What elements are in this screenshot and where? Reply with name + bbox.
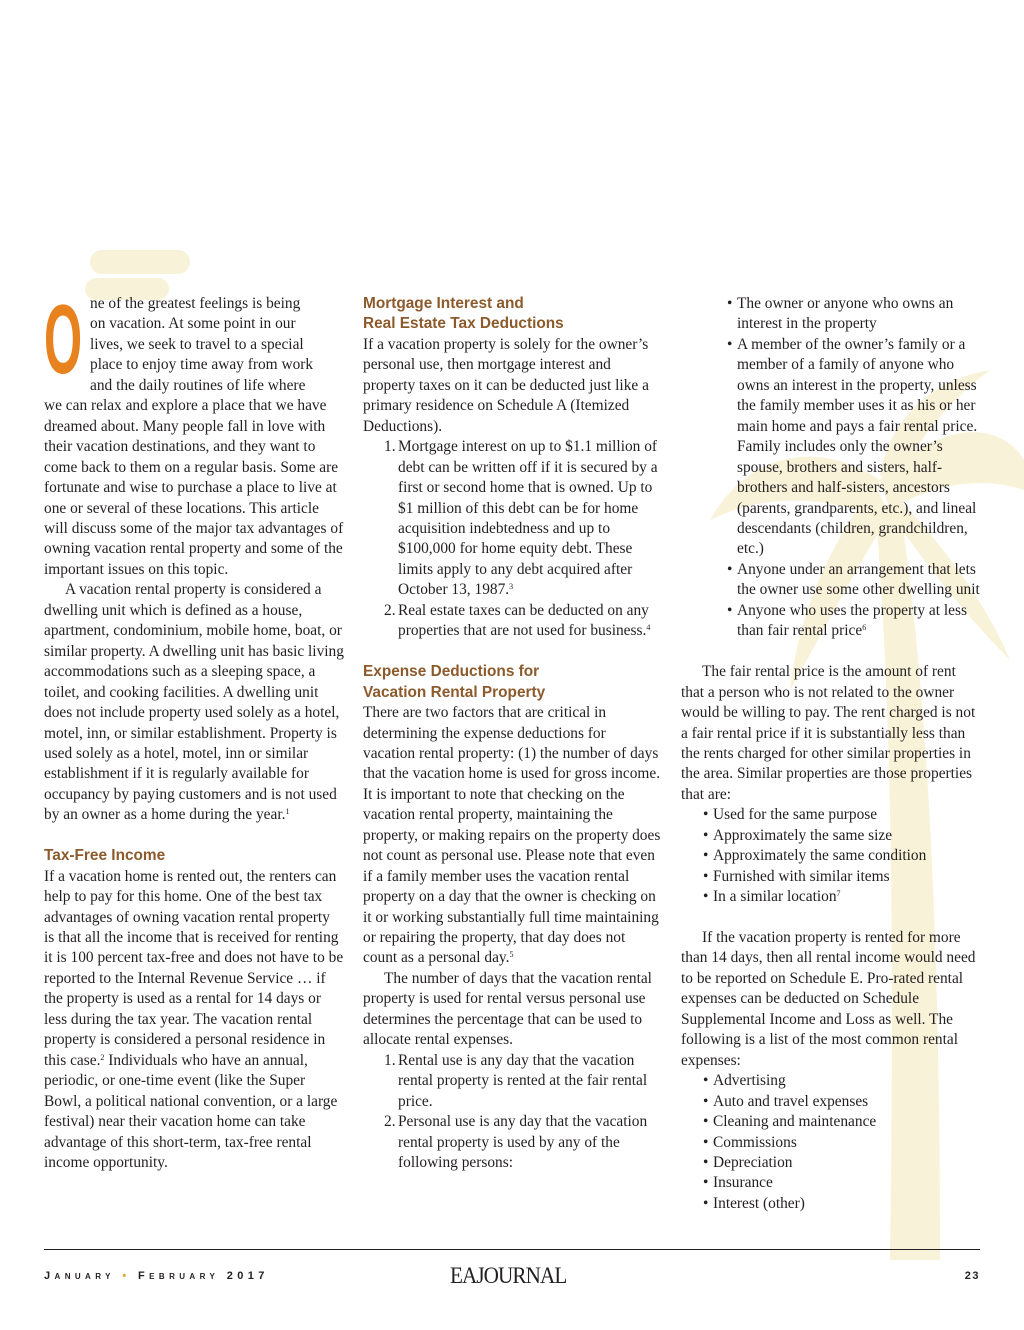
intro-line: and the daily routines of life where: [90, 376, 306, 394]
expense-text: There are two factors that are critical in determining the expense deductions for vacation rental property: (1) the number of days that the vacation home is used for gross income. It is important to note that checking on the vacation rental property, maintaining the property, or making repairs on the property does not count as personal use. Please note that even if a family member uses the vacation rental property on a day that the owner is checking on it or working substantially full time maintaining or repairing the property, that day does not count as a personal day.: [363, 704, 661, 967]
article-column-3: [681, 294, 981, 1214]
list-item: [363, 437, 661, 601]
footnote-ref: 7: [836, 889, 841, 899]
tax-free-text-cont: Individuals who have an annual, periodic, or one-time event (like the Super Bowl, a political national convention, or a large festival) near their vacation home can take advantage of this short-term, tax-free rental income opportunity.: [44, 1051, 338, 1172]
article-column-2: [363, 294, 661, 1173]
footnote-ref: 2: [100, 1052, 105, 1062]
list-item: • The owner or anyone who owns an interest in the property: [681, 294, 981, 335]
intro-line: place to enjoy time away from work: [90, 356, 314, 374]
list-item: • Interest (other): [681, 1194, 981, 1214]
list-item: • Insurance: [681, 1173, 981, 1193]
heading-tax-free-income: Tax-Free Income: [44, 847, 166, 865]
footer-year: 2017: [226, 1270, 269, 1282]
mortgage-list: [363, 437, 661, 642]
footnote-ref: 5: [509, 950, 514, 960]
list-item: • Furnished with similar items: [681, 867, 981, 887]
list-item: [681, 601, 981, 642]
article-column-1: [44, 284, 344, 1173]
list-number: 1.: [384, 1051, 396, 1069]
list-item: • Approximately the same size: [681, 826, 981, 846]
list-text: Anyone who uses the property at less than fair rental price: [737, 601, 967, 640]
heading-mortgage-line-1: Mortgage Interest and: [363, 295, 524, 312]
list-item: [363, 601, 661, 642]
footer-issue-date: [44, 1270, 269, 1282]
list-text: Real estate taxes can be deducted on any properties that are not used for business.: [398, 601, 649, 640]
list-item: [363, 1112, 661, 1173]
footer-rule: [44, 1249, 980, 1250]
intro-rest: we can relax and explore a place that we have dreamed about. Many people fall in love with their vacation destinations, and they want to come back to them on a regular basis. Some are fortunate and wise to purchase a place to live at one or several of these locations. This article will discuss some of the major tax advantages of owning vacation rental property and some of the important issues on this topic.: [44, 397, 344, 578]
footnote-ref: 1: [285, 807, 290, 817]
rented-paragraph: If the vacation property is rented for more than 14 days, then all rental income would need to be reported on Schedule E. Pro-rated rental expenses can be deducted on Schedule Supplemental Income and Loss as well. The following is a list of the most common rental expenses:: [681, 929, 976, 1069]
list-number: 2.: [384, 601, 396, 619]
intro-line: lives, we seek to travel to a special: [90, 335, 304, 353]
list-item: • A member of the owner’s family or a member of a family of anyone who owns an interest in the property, unless the family member uses it as his or her main home and pays a fair rental price. Family includes only the owner’s spouse, brothers and sisters, half-brothers and half-sisters, ancestors (parents, grandparents, etc.), and lineal descendants (children, grandchildren, etc.): [681, 335, 981, 560]
intro-line: on vacation. At some point in our: [90, 315, 296, 333]
footer-month-1: January: [44, 1270, 115, 1282]
personal-use-persons-list: [681, 294, 981, 642]
dwelling-unit-paragraph: [44, 580, 344, 825]
list-item: • Anyone under an arrangement that lets the owner use some other dwelling unit: [681, 560, 981, 601]
tax-free-paragraph: [44, 867, 344, 1174]
intro-paragraph: [44, 284, 344, 580]
footer-separator: •: [122, 1270, 131, 1282]
list-number: 1.: [384, 438, 396, 456]
list-item: [363, 1051, 661, 1112]
heading-expense-line-1: Expense Deductions for: [363, 663, 540, 681]
tax-free-text: If a vacation home is rented out, the renters can help to pay for this home. One of the best tax advantages of owning vacation rental property is that all the income that is received for renting it is 100 percent tax-free and does not have to be reported to the Internal Revenue Service … if the property is used as a rental for 14 days or less during the tax year. The vacation rental property is considered a personal residence in this case.: [44, 867, 344, 1069]
fair-rental-paragraph: The fair rental price is the amount of rent that a person who is not related to the owner would be willing to pay. The rent charged is not a fair rental price if it is substantially less than the rents charged for other similar properties in the area. Similar properties are those properties that are:: [681, 663, 976, 803]
similar-properties-list: [681, 805, 981, 907]
list-item: [681, 887, 981, 907]
list-item: • Depreciation: [681, 1153, 981, 1173]
ea-journal-logo: EAJOURNAL: [450, 1263, 567, 1288]
expense-paragraph: [363, 703, 661, 969]
footer-month-2: February: [138, 1270, 220, 1282]
heading-expense-line-2: Vacation Rental Property: [363, 683, 546, 701]
intro-line: ne of the greatest feelings is being: [90, 295, 301, 312]
rental-expenses-list: [681, 1071, 981, 1214]
list-text: Rental use is any day that the vacation rental property is rented at the fair rental price.: [398, 1051, 648, 1110]
list-text: Personal use is any day that the vacation rental property is used by any of the following persons:: [398, 1113, 648, 1172]
dwelling-unit-text: A vacation rental property is considered a dwelling unit which is defined as a house, apartment, condominium, mobile home, boat, or similar property. A dwelling unit has basic living accommodations such as a sleeping space, a toilet, and cooking facilities. A dwelling unit does not include property used solely as a hotel, motel, inn, or similar establishment. Property is used solely as a hotel, motel, inn or similar establishment if it is regularly available for occupancy by paying customers and is not used by an owner as a home during the year.: [44, 581, 344, 824]
list-text: Mortgage interest on up to $1.1 million of debt can be written off if it is secured by a first or second home that is owned. Up to $1 million of this debt can be for home acquisition indebtedness and up to $100,000 for home equity debt. These limits apply to any debt acquired after October 13, 1987.: [398, 438, 658, 599]
footnote-ref: 4: [646, 623, 651, 633]
drop-cap: O: [44, 284, 83, 394]
list-number: 2.: [384, 1113, 396, 1131]
page-number: 23: [964, 1270, 980, 1282]
heading-mortgage-line-2: Real Estate Tax Deductions: [363, 315, 564, 333]
footnote-ref: 3: [509, 582, 514, 592]
use-days-list: [363, 1051, 661, 1174]
list-item: • Cleaning and maintenance: [681, 1112, 981, 1132]
list-item: • Auto and travel expenses: [681, 1092, 981, 1112]
list-item: • Used for the same purpose: [681, 805, 981, 825]
list-text: In a similar location: [713, 888, 837, 906]
mortgage-intro: If a vacation property is solely for the owner’s personal use, then mortgage interest and property taxes on it can be deducted just like a primary residence on Schedule A (Itemized Deductions).: [363, 335, 649, 435]
footnote-ref: 6: [862, 623, 867, 633]
list-item: • Commissions: [681, 1133, 981, 1153]
list-item: • Advertising: [681, 1071, 981, 1091]
list-item: • Approximately the same condition: [681, 846, 981, 866]
days-paragraph: The number of days that the vacation rental property is used for rental versus personal use determines the percentage that can be used to allocate rental expenses.: [363, 969, 652, 1049]
